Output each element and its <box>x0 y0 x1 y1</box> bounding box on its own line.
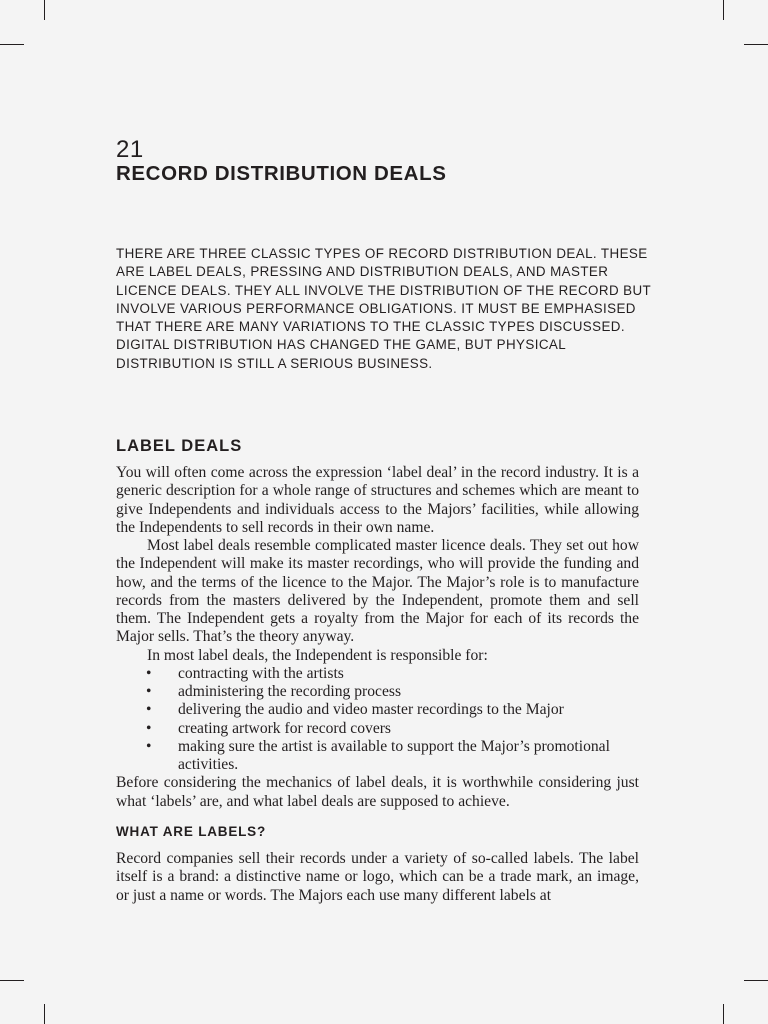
crop-mark <box>723 1004 724 1024</box>
bullet-marker: • <box>146 701 152 719</box>
paragraph: In most label deals, the Independent is responsible for: <box>147 646 488 664</box>
paragraph: Most label deals resemble complicated master licence deals. They set out how the Independent will make its master recordings, who will provide the funding and how, and the terms of the licence to the Major. The Major’s role is to manufacture records from the masters delivered by the Independent, promote them and sell them. The Independent gets a royalty from the Major for each of its records the Major sells. That’s the theory anyway. <box>116 537 639 646</box>
section-heading-label-deals: LABEL DEALS <box>116 437 243 455</box>
list-item-text: administering the recording process <box>178 683 402 700</box>
crop-mark <box>0 44 24 45</box>
section-heading-what-are-labels: WHAT ARE LABELS? <box>116 824 267 839</box>
bullet-marker: • <box>146 683 152 700</box>
label-deals-body <box>116 464 639 811</box>
crop-mark <box>723 0 724 20</box>
crop-mark <box>744 44 768 45</box>
list-item <box>116 738 639 775</box>
list-item-text: creating artwork for record covers <box>178 719 392 737</box>
bullet-marker: • <box>146 664 152 682</box>
crop-mark <box>44 0 45 20</box>
bullet-marker: • <box>146 737 152 755</box>
list-item <box>116 683 639 701</box>
list-item <box>116 720 639 738</box>
list-item-text: contracting with the artists <box>178 664 344 682</box>
list-item <box>116 665 639 683</box>
chapter-title: RECORD DISTRIBUTION DEALS <box>116 162 447 185</box>
list-item-text: making sure the artist is available to support the Major’s promotional activities. <box>178 737 610 773</box>
crop-mark <box>44 1004 45 1024</box>
list-item <box>116 701 639 719</box>
paragraph: Record companies sell their records under a variety of so-called labels. The label itself is a brand: a distinctive name or logo, which can be a trade mark, an image, or just a name or words. The Majors each use many different labels at <box>116 850 639 904</box>
what-are-labels-body <box>116 850 639 905</box>
crop-mark <box>0 980 24 981</box>
crop-mark <box>744 980 768 981</box>
paragraph: You will often come across the expression ‘label deal’ in the record industry. It is a generic description for a whole range of structures and schemes which are meant to give Independents and individuals access to the Majors’ facilities, while allowing the Independents to sell records in their own name. <box>116 464 639 536</box>
chapter-intro: THERE ARE THREE CLASSIC TYPES OF RECORD DISTRIBUTION DEAL. THESE ARE LABEL DEALS, PRESSING AND DISTRIBUTION DEALS, AND MASTER LICENCE DEALS. THEY ALL INVOLVE THE DISTRIBUTION OF THE RECORD BUT INVOLVE VARIOUS PERFORMANCE OBLIGATIONS. IT MUST BE EMPHASISED THAT THERE ARE MANY VARIATIONS TO THE CLASSIC TYPES DISCUSSED. DIGITAL DISTRIBUTION HAS CHANGED THE GAME, BUT PHYSICAL DISTRIBUTION IS STILL A SERIOUS BUSINESS. <box>116 246 651 371</box>
bullet-marker: • <box>146 719 152 737</box>
list-item-text: delivering the audio and video master recordings to the Major <box>178 701 564 719</box>
chapter-number: 21 <box>116 136 144 163</box>
responsibilities-list <box>116 665 639 775</box>
paragraph: Before considering the mechanics of label deals, it is worthwhile considering just what ‘labels’ are, and what label deals are supposed to achieve. <box>116 774 639 810</box>
